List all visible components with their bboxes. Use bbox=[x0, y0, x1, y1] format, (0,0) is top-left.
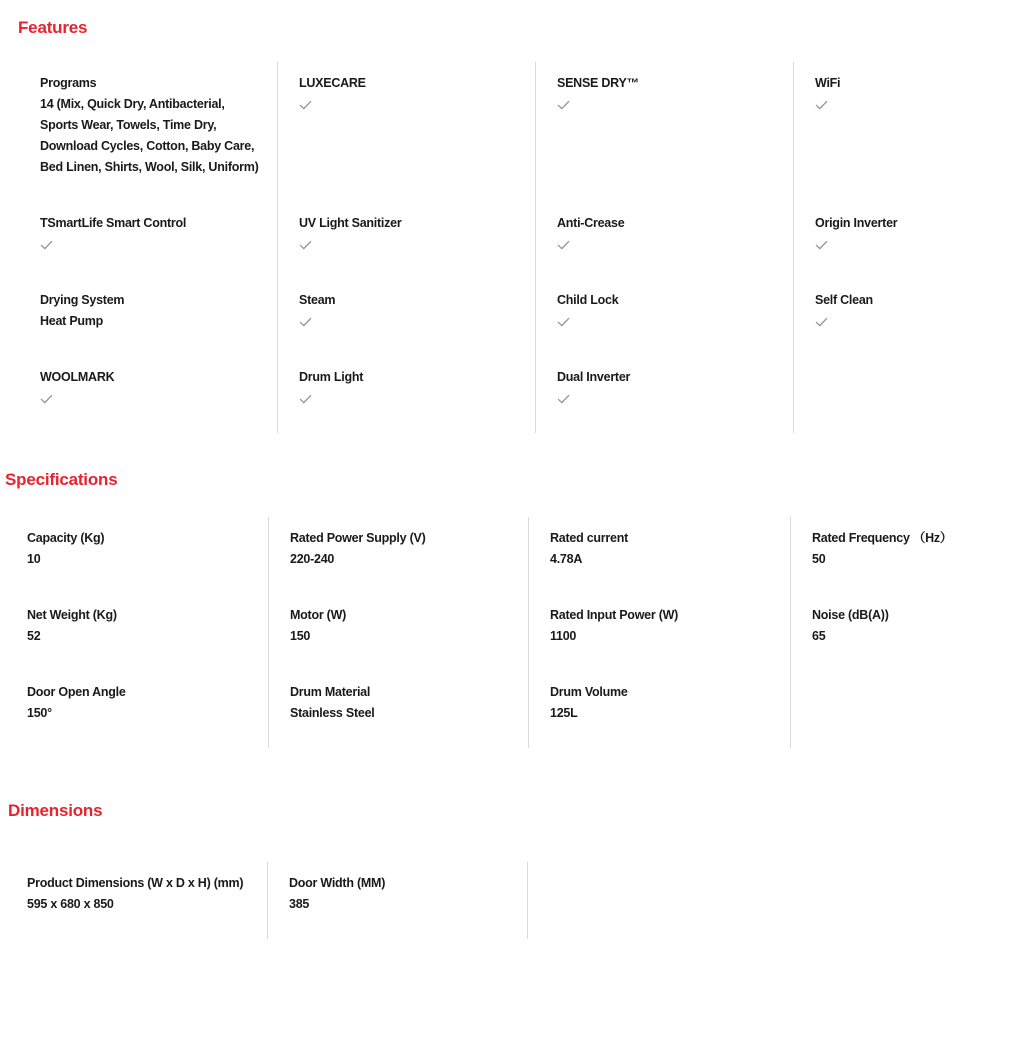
feature-cell bbox=[40, 279, 277, 356]
spec-value: 10 bbox=[27, 552, 41, 566]
dimension-label: Product Dimensions (W x D x H) (mm) bbox=[27, 876, 244, 890]
spec-cell bbox=[268, 671, 528, 748]
section-title-specifications: Specifications bbox=[5, 470, 118, 489]
spec-value: 4.78A bbox=[550, 552, 583, 566]
feature-value: Heat Pump bbox=[40, 314, 104, 328]
spec-label: Rated Power Supply (V) bbox=[290, 531, 426, 545]
feature-label: Drum Light bbox=[299, 370, 364, 384]
spec-cell bbox=[528, 671, 790, 748]
spec-value: 1100 bbox=[550, 629, 577, 643]
feature-label: UV Light Sanitizer bbox=[299, 216, 402, 230]
check-icon bbox=[815, 94, 994, 115]
features-section bbox=[0, 17, 1024, 433]
check-icon bbox=[299, 94, 519, 115]
specifications-section bbox=[0, 469, 1024, 748]
spec-label: Rated Input Power (W) bbox=[550, 608, 679, 622]
spec-cell bbox=[528, 517, 790, 594]
feature-cell bbox=[277, 202, 535, 279]
check-icon bbox=[815, 311, 994, 332]
check-icon bbox=[815, 234, 994, 255]
feature-label: Self Clean bbox=[815, 293, 873, 307]
spec-label: Drum Volume bbox=[550, 685, 628, 699]
spec-label: Door Open Angle bbox=[27, 685, 126, 699]
spec-cell bbox=[268, 594, 528, 671]
feature-label: LUXECARE bbox=[299, 76, 366, 90]
section-title-features: Features bbox=[18, 18, 88, 37]
spec-cell bbox=[27, 671, 268, 748]
feature-label: Programs bbox=[40, 76, 97, 90]
check-icon bbox=[299, 388, 519, 409]
feature-cell bbox=[793, 202, 1010, 279]
specifications-grid bbox=[27, 517, 1010, 748]
feature-label: Drying System bbox=[40, 293, 125, 307]
spec-cell bbox=[790, 517, 1010, 594]
spec-value: 150 bbox=[290, 629, 311, 643]
feature-cell bbox=[535, 202, 793, 279]
check-icon bbox=[557, 94, 777, 115]
dimensions-grid bbox=[27, 862, 1010, 939]
spec-label: Capacity (Kg) bbox=[27, 531, 105, 545]
dimension-cell bbox=[27, 862, 267, 939]
feature-cell bbox=[277, 279, 535, 356]
spec-value: 220-240 bbox=[290, 552, 335, 566]
spec-value: 125L bbox=[550, 706, 578, 720]
feature-label: TSmartLife Smart Control bbox=[40, 216, 187, 230]
feature-value: 14 (Mix, Quick Dry, Antibacterial, Sports Wear, Towels, Time Dry, Download Cycles, Cotton, Baby Care, Bed Linen, Shirts, Wool, Silk, Uniform) bbox=[40, 97, 259, 174]
section-title-dimensions: Dimensions bbox=[8, 801, 103, 820]
feature-cell bbox=[535, 62, 793, 202]
dimension-cell bbox=[267, 862, 527, 939]
spec-value: 50 bbox=[812, 552, 826, 566]
empty-cell bbox=[793, 356, 1010, 433]
check-icon bbox=[557, 234, 777, 255]
check-icon bbox=[299, 311, 519, 332]
spec-label: Drum Material bbox=[290, 685, 371, 699]
feature-cell bbox=[40, 202, 277, 279]
check-icon bbox=[557, 311, 777, 332]
feature-cell bbox=[40, 62, 277, 202]
spec-cell bbox=[27, 594, 268, 671]
check-icon bbox=[557, 388, 777, 409]
feature-label: WiFi bbox=[815, 76, 841, 90]
spec-cell bbox=[27, 517, 268, 594]
empty-cell bbox=[767, 862, 1010, 939]
features-grid bbox=[40, 62, 1010, 433]
spec-label: Net Weight (Kg) bbox=[27, 608, 117, 622]
feature-label: Steam bbox=[299, 293, 336, 307]
dimension-label: Door Width (MM) bbox=[289, 876, 386, 890]
feature-cell bbox=[40, 356, 277, 433]
feature-label: Anti-Crease bbox=[557, 216, 625, 230]
feature-cell bbox=[793, 279, 1010, 356]
dimension-value: 595 x 680 x 850 bbox=[27, 897, 114, 911]
spec-label: Motor (W) bbox=[290, 608, 347, 622]
spec-value: 52 bbox=[27, 629, 41, 643]
spec-label: Noise (dB(A)) bbox=[812, 608, 889, 622]
feature-label: Dual Inverter bbox=[557, 370, 631, 384]
dimensions-section bbox=[0, 800, 1024, 939]
feature-cell bbox=[277, 62, 535, 202]
feature-label: SENSE DRY™ bbox=[557, 76, 639, 90]
feature-label: WOOLMARK bbox=[40, 370, 115, 384]
empty-cell bbox=[527, 862, 767, 939]
check-icon bbox=[299, 234, 519, 255]
spec-label: Rated current bbox=[550, 531, 629, 545]
feature-cell bbox=[535, 356, 793, 433]
empty-cell bbox=[790, 671, 1010, 748]
feature-cell bbox=[535, 279, 793, 356]
spec-cell bbox=[790, 594, 1010, 671]
check-icon bbox=[40, 388, 261, 409]
spec-cell bbox=[528, 594, 790, 671]
feature-cell bbox=[277, 356, 535, 433]
spec-value: Stainless Steel bbox=[290, 706, 375, 720]
feature-label: Child Lock bbox=[557, 293, 619, 307]
spec-value: 150° bbox=[27, 706, 52, 720]
check-icon bbox=[40, 234, 261, 255]
spec-label: Rated Frequency （Hz） bbox=[812, 531, 953, 545]
spec-cell bbox=[268, 517, 528, 594]
spec-value: 65 bbox=[812, 629, 826, 643]
feature-label: Origin Inverter bbox=[815, 216, 898, 230]
dimension-value: 385 bbox=[289, 897, 310, 911]
feature-cell bbox=[793, 62, 1010, 202]
